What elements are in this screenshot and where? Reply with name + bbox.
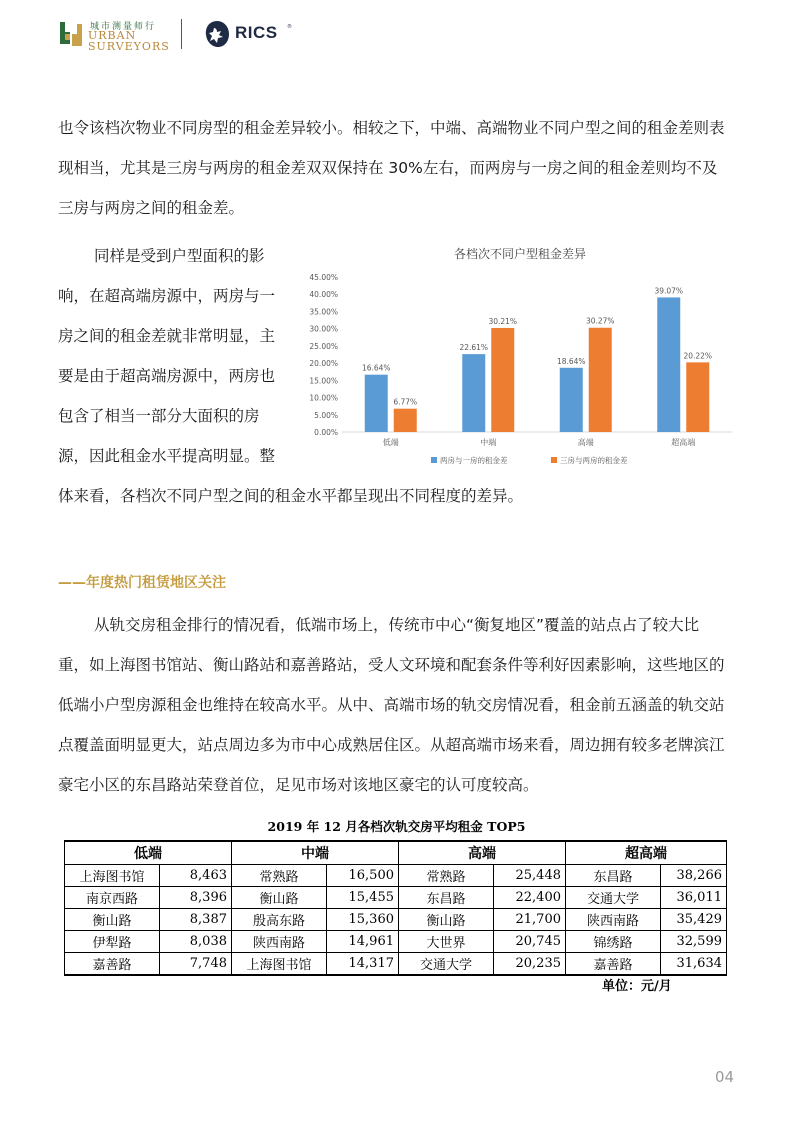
paragraph-line: 同样是受到户型面积的影 bbox=[94, 247, 265, 265]
station-cell: 东昌路 bbox=[399, 887, 494, 909]
table-header-luxury: 超高端 bbox=[566, 841, 727, 865]
rent-cell: 20,745 bbox=[494, 931, 566, 953]
rent-cell: 38,266 bbox=[661, 865, 727, 887]
station-cell: 嘉善路 bbox=[65, 953, 160, 976]
station-cell: 衡山路 bbox=[232, 887, 327, 909]
paragraph-line: 重，如上海图书馆站、衡山路站和嘉善路站，受人文环境和配套条件等利好因素影响，这些地区的 bbox=[58, 656, 725, 674]
data-label: 30.21% bbox=[488, 316, 518, 326]
paragraph-line: 低端小户型房源租金也维持在较高水平。从中、高端市场的轨交房情况看，租金前五涵盖的轨交站 bbox=[58, 696, 725, 714]
legend-label: 三房与两房的租金差 bbox=[560, 456, 628, 465]
station-cell: 常熟路 bbox=[399, 865, 494, 887]
rent-cell: 36,011 bbox=[661, 887, 727, 909]
table-row bbox=[65, 909, 727, 931]
table-title: 2019 年 12 月各档次轨交房平均租金 TOP5 bbox=[267, 819, 526, 834]
paragraph-line: 豪宅小区的东昌路站荣登首位，足见市场对该地区豪宅的认可度较高。 bbox=[58, 776, 539, 794]
paragraph-line: 现相当，尤其是三房与两房的租金差双双保持在 30%左右，而两房与一房之间的租金差则均不及 bbox=[58, 159, 718, 177]
station-cell: 上海图书馆 bbox=[232, 953, 327, 976]
bar-two-vs-one-room bbox=[462, 354, 485, 432]
rent-cell: 15,455 bbox=[327, 887, 399, 909]
paragraph-line: 包含了相当一部分大面积的房 bbox=[58, 407, 260, 425]
data-label: 16.64% bbox=[361, 363, 391, 373]
rent-cell: 16,500 bbox=[327, 865, 399, 887]
paragraph-line: 源，因此租金水平提高明显。整 bbox=[58, 447, 276, 465]
rent-cell: 31,634 bbox=[661, 953, 727, 976]
paragraph-1 bbox=[58, 108, 725, 228]
x-tick-label: 中端 bbox=[480, 438, 497, 447]
table-header-mid: 中端 bbox=[232, 841, 399, 865]
station-cell: 衡山路 bbox=[65, 909, 160, 931]
paragraph-line: 点覆盖面明显更大，站点周边多为市中心成熟居住区。从超高端市场来看，周边拥有较多老牌滨江 bbox=[58, 736, 725, 754]
rent-cell: 8,038 bbox=[160, 931, 232, 953]
station-cell: 殷高东路 bbox=[232, 909, 327, 931]
rent-cell: 8,463 bbox=[160, 865, 232, 887]
rent-table bbox=[64, 840, 727, 976]
data-label: 6.77% bbox=[393, 397, 418, 407]
rent-cell: 21,700 bbox=[494, 909, 566, 931]
rent-cell: 8,387 bbox=[160, 909, 232, 931]
station-cell: 衡山路 bbox=[399, 909, 494, 931]
section-heading: ——年度热门租赁地区关注 bbox=[58, 575, 226, 591]
table-unit: 单位：元/月 bbox=[602, 979, 672, 994]
rent-cell: 14,961 bbox=[327, 931, 399, 953]
rent-difference-chart bbox=[300, 232, 740, 477]
logo-english-name: URBAN SURVEYORS bbox=[88, 29, 170, 53]
paragraph-line: 响，在超高端房源中，两房与一 bbox=[58, 287, 276, 305]
station-cell: 大世界 bbox=[399, 931, 494, 953]
y-tick-label: 30.00% bbox=[309, 324, 338, 334]
station-cell: 陕西南路 bbox=[232, 931, 327, 953]
rics-wordmark: RICS bbox=[235, 23, 278, 42]
bar-three-vs-two-room bbox=[686, 362, 709, 432]
rent-cell: 14,317 bbox=[327, 953, 399, 976]
bar-three-vs-two-room bbox=[491, 328, 514, 432]
logo-chinese-name: 城市测量师行 bbox=[90, 22, 157, 32]
legend-swatch bbox=[551, 457, 557, 463]
header-divider bbox=[181, 19, 182, 49]
data-label: 22.61% bbox=[459, 343, 489, 353]
legend-swatch bbox=[431, 457, 437, 463]
paragraph-line: 从轨交房租金排行的情况看，低端市场上，传统市中心“衡复地区”覆盖的站点占了较大比 bbox=[94, 616, 700, 634]
data-label: 30.27% bbox=[585, 316, 615, 326]
station-cell: 交通大学 bbox=[566, 887, 661, 909]
bar-three-vs-two-room bbox=[589, 328, 612, 432]
y-tick-label: 20.00% bbox=[309, 359, 338, 369]
page-number: 04 bbox=[715, 1068, 735, 1086]
rent-cell: 35,429 bbox=[661, 909, 727, 931]
station-cell: 常熟路 bbox=[232, 865, 327, 887]
station-cell: 锦绣路 bbox=[566, 931, 661, 953]
table-header-low: 低端 bbox=[65, 841, 232, 865]
station-cell: 交通大学 bbox=[399, 953, 494, 976]
table-row bbox=[65, 931, 727, 953]
station-cell: 上海图书馆 bbox=[65, 865, 160, 887]
rent-cell: 15,360 bbox=[327, 909, 399, 931]
y-tick-label: 35.00% bbox=[309, 307, 338, 317]
urban-surveyors-logo-icon bbox=[58, 20, 84, 48]
y-tick-label: 5.00% bbox=[314, 410, 338, 420]
table-row bbox=[65, 887, 727, 909]
legend-label: 两房与一房的租金差 bbox=[440, 456, 508, 465]
station-cell: 东昌路 bbox=[566, 865, 661, 887]
y-tick-label: 15.00% bbox=[309, 376, 338, 386]
paragraph-3 bbox=[58, 605, 725, 805]
x-tick-label: 低端 bbox=[382, 438, 399, 447]
bar-two-vs-one-room bbox=[560, 368, 583, 432]
y-tick-label: 25.00% bbox=[309, 341, 338, 351]
rent-cell: 32,599 bbox=[661, 931, 727, 953]
x-tick-label: 超高端 bbox=[671, 438, 696, 447]
bar-three-vs-two-room bbox=[394, 409, 417, 432]
y-tick-label: 40.00% bbox=[309, 290, 338, 300]
data-label: 18.64% bbox=[556, 356, 586, 366]
table-row bbox=[65, 953, 727, 976]
paragraph-line: 也令该档次物业不同房型的租金差异较小。相较之下，中端、高端物业不同户型之间的租金差则表 bbox=[58, 119, 725, 137]
rent-cell: 25,448 bbox=[494, 865, 566, 887]
bar-two-vs-one-room bbox=[657, 297, 680, 432]
paragraph-line: 要是由于超高端房源中，两房也 bbox=[58, 367, 276, 385]
rent-cell: 20,235 bbox=[494, 953, 566, 976]
table-header-high: 高端 bbox=[399, 841, 566, 865]
paragraph-line: 体来看，各档次不同户型之间的租金水平都呈现出不同程度的差异。 bbox=[58, 487, 524, 505]
paragraph-line: 房之间的租金差就非常明显，主 bbox=[58, 327, 276, 345]
data-label: 39.07% bbox=[654, 286, 684, 296]
station-cell: 陕西南路 bbox=[566, 909, 661, 931]
rent-cell: 7,748 bbox=[160, 953, 232, 976]
bar-two-vs-one-room bbox=[365, 375, 388, 432]
paragraph-line: 三房与两房之间的租金差。 bbox=[58, 199, 245, 217]
station-cell: 伊犁路 bbox=[65, 931, 160, 953]
station-cell: 嘉善路 bbox=[566, 953, 661, 976]
chart-title: 各档次不同户型租金差异 bbox=[453, 247, 587, 261]
x-tick-label: 高端 bbox=[577, 438, 594, 447]
y-tick-label: 10.00% bbox=[309, 393, 338, 403]
rics-trademark: ® bbox=[287, 24, 292, 30]
data-label: 20.22% bbox=[683, 351, 713, 361]
station-cell: 南京西路 bbox=[65, 887, 160, 909]
rics-lion-icon bbox=[203, 19, 231, 49]
table-row bbox=[65, 865, 727, 887]
rent-cell: 8,396 bbox=[160, 887, 232, 909]
y-tick-label: 0.00% bbox=[314, 428, 338, 437]
rent-cell: 22,400 bbox=[494, 887, 566, 909]
y-tick-label: 45.00% bbox=[309, 273, 338, 282]
